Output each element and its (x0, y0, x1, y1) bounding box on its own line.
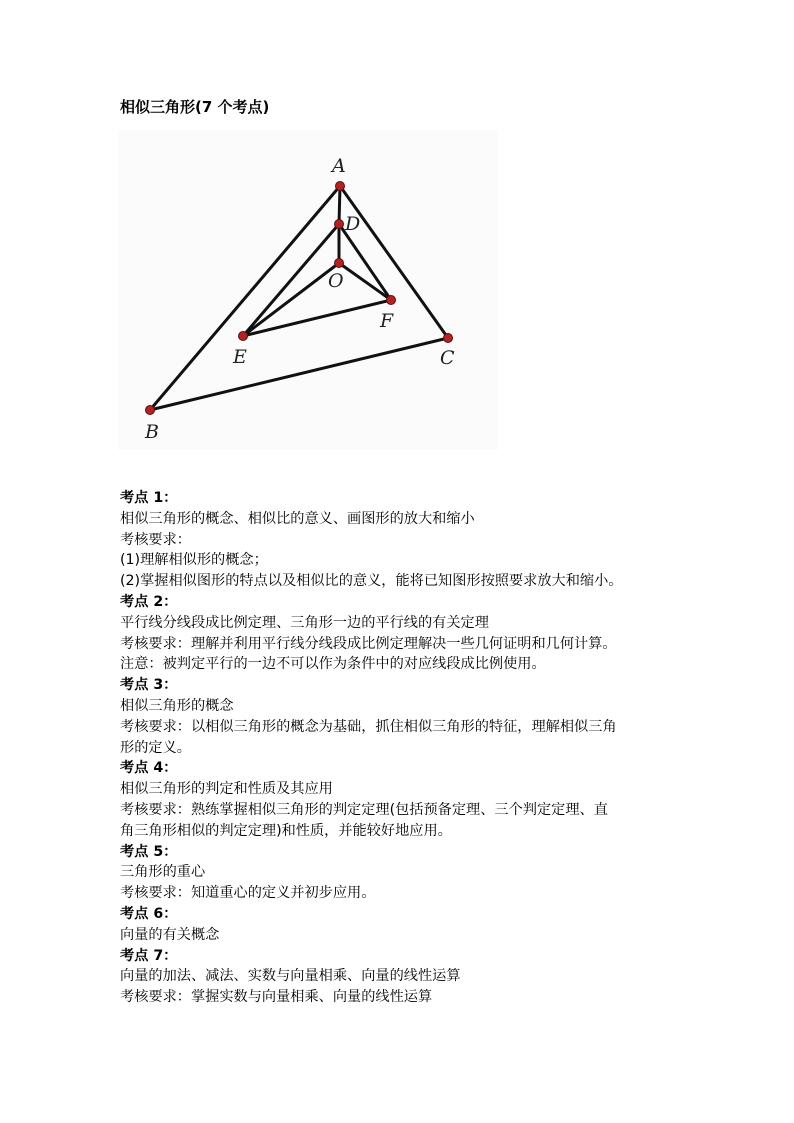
exam-point-heading: 考点 4： (120, 760, 178, 777)
exam-point-text: 向量的有关概念 (120, 926, 220, 943)
triangle-figure (118, 130, 498, 450)
figure-lines (150, 186, 448, 410)
exam-point-text: 考核要求：知道重心的定义并初步应用。 (120, 885, 376, 902)
figure-points (146, 182, 453, 415)
exam-point-heading: 考点 2： (120, 593, 178, 610)
exam-point-3 (120, 675, 700, 758)
exam-point-4 (120, 758, 700, 841)
triangle-diagram (118, 130, 498, 450)
label-F: F (380, 310, 394, 332)
exam-point-text: 考核要求：掌握实数与向量相乘、向量的线性运算 (120, 989, 433, 1006)
exam-point-text: 平行线分线段成比例定理、三角形一边的平行线的有关定理 (120, 614, 489, 631)
exam-point-heading: 考点 3： (120, 677, 178, 694)
label-O: O (328, 270, 344, 292)
exam-point-heading: 考点 6： (120, 905, 178, 922)
point-C (444, 334, 453, 343)
exam-point-text: 角三角形相似的判定定理)和性质，并能较好地应用。 (120, 822, 452, 839)
label-A: A (332, 155, 346, 177)
exam-point-heading: 考点 5： (120, 843, 178, 860)
exam-point-7 (120, 946, 700, 1008)
label-B: B (145, 421, 159, 443)
point-D (335, 220, 344, 229)
exam-point-text: 向量的加法、减法、实数与向量相乘、向量的线性运算 (120, 968, 461, 985)
exam-point-text: 形的定义。 (120, 739, 191, 756)
exam-point-text: (1)理解相似形的概念； (120, 552, 268, 569)
exam-point-text: 注意：被判定平行的一边不可以作为条件中的对应线段成比例使用。 (120, 656, 546, 673)
point-F (387, 296, 396, 305)
point-A (336, 182, 345, 191)
exam-point-text: 相似三角形的概念 (120, 697, 234, 714)
segment-OF (339, 263, 391, 300)
exam-point-6 (120, 904, 700, 946)
exam-point-text: 考核要求：熟练掌握相似三角形的判定定理(包括预备定理、三个判定定理、直 (120, 801, 608, 818)
point-O (335, 259, 344, 268)
label-E: E (233, 346, 247, 368)
page-title: 相似三角形(7 个考点) (120, 98, 270, 116)
exam-point-2 (120, 592, 700, 675)
segment-DF (339, 224, 391, 300)
label-C: C (440, 347, 455, 369)
exam-point-text: 考核要求：理解并利用平行线分线段成比例定理解决一些几何证明和几何计算。 (120, 635, 617, 652)
point-E (239, 332, 248, 341)
exam-points (120, 488, 700, 1008)
exam-point-heading: 考点 1： (120, 490, 178, 506)
segment-AB (150, 186, 340, 410)
exam-point-text: 考核要求：以相似三角形的概念为基础，抓住相似三角形的特征，理解相似三角 (120, 718, 617, 735)
exam-point-text: 相似三角形的概念、相似比的意义、画图形的放大和缩小 (120, 510, 475, 527)
exam-point-text: 相似三角形的判定和性质及其应用 (120, 781, 333, 798)
exam-point-1 (120, 488, 700, 592)
segment-BC (150, 338, 448, 410)
label-D: D (345, 213, 361, 235)
exam-point-text: (2)掌握相似图形的特点以及相似比的意义，能将已知图形按照要求放大和缩小。 (120, 573, 623, 590)
point-B (146, 406, 155, 415)
exam-point-heading: 考点 7： (120, 947, 178, 964)
exam-point-text: 三角形的重心 (120, 864, 206, 881)
segment-AD (339, 186, 340, 224)
segment-DE (243, 224, 339, 336)
segment-AC (340, 186, 448, 338)
exam-point-5 (120, 842, 700, 904)
exam-point-text: 考核要求： (120, 531, 191, 548)
